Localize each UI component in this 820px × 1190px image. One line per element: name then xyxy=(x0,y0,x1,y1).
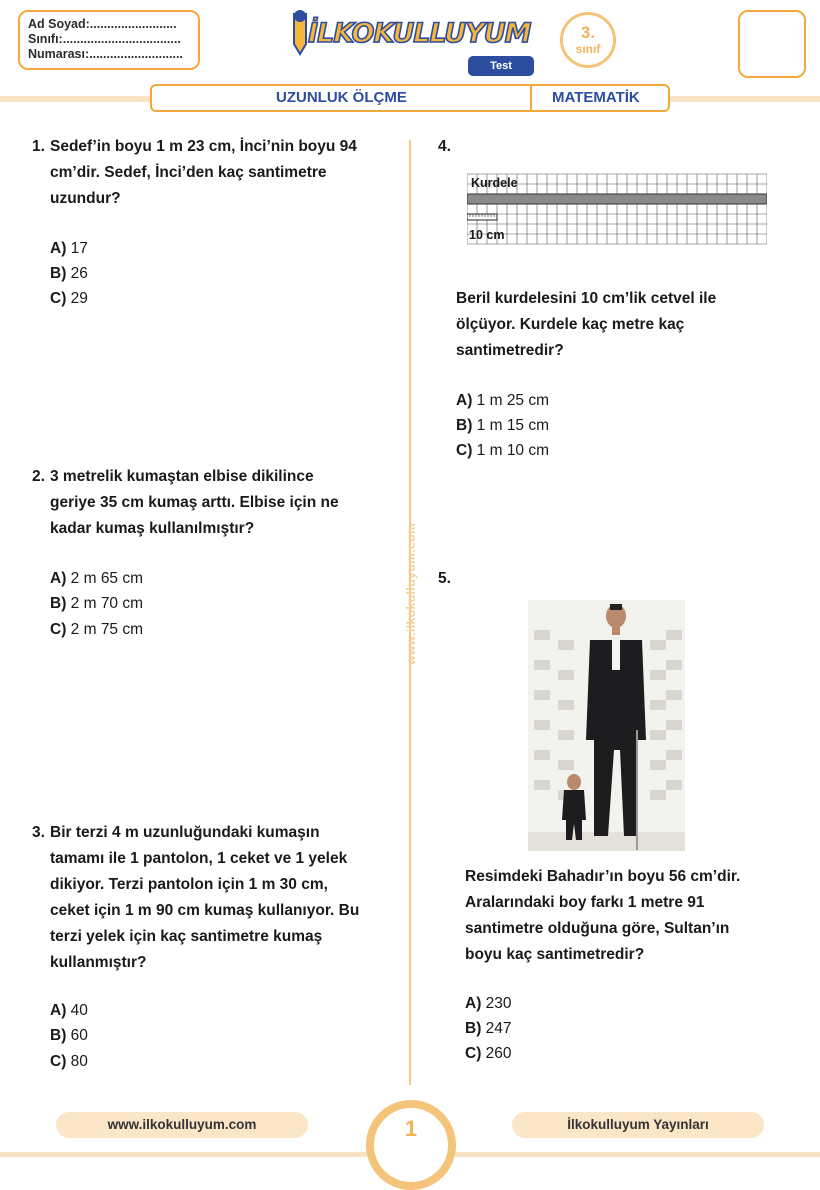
question-5 xyxy=(465,864,805,974)
option-a[interactable]: A) 17 xyxy=(50,240,88,257)
ruler-label: 10 cm xyxy=(469,228,505,242)
footer-publisher: İlkokulluyum Yayınları xyxy=(512,1112,764,1138)
test-badge: Test xyxy=(468,56,534,76)
question-text-line: Aralarındaki boy farkı 1 metre 91 xyxy=(465,894,705,911)
grade-number: 3. xyxy=(580,23,596,42)
question-1 xyxy=(32,134,392,214)
option-b[interactable]: B) 2 m 70 cm xyxy=(50,595,144,612)
page-badge xyxy=(366,1100,456,1190)
grade-badge xyxy=(560,12,616,68)
topic-separator xyxy=(530,86,532,110)
question-text-line: kullanmıştır? xyxy=(50,954,147,971)
logo xyxy=(286,10,536,60)
footer-website[interactable]: www.ilkokulluyum.com xyxy=(56,1112,308,1138)
question-text-line: uzundur? xyxy=(50,190,121,207)
question-text-line: tamamı ile 1 pantolon, 1 ceket ve 1 yelek xyxy=(50,850,348,867)
question-text-line: Bir terzi 4 m uzunluğundaki kumaşın xyxy=(50,824,320,841)
question-text-line: geriye 35 cm kumaş arttı. Elbise için ne xyxy=(50,494,339,511)
ribbon-label: Kurdele xyxy=(471,176,518,190)
option-c[interactable]: C) 260 xyxy=(465,1045,512,1062)
question-text-line: Beril kurdelesini 10 cm’lik cetvel ile xyxy=(456,290,717,307)
option-a[interactable]: A) 1 m 25 cm xyxy=(456,392,550,409)
option-a[interactable]: A) 230 xyxy=(465,995,512,1012)
question-text-line: santimetre olduğuna göre, Sultan’ın xyxy=(465,920,730,937)
topic-bar xyxy=(150,84,670,112)
question-text-line: terzi yelek için kaç santimetre kumaş xyxy=(50,928,323,945)
question-text-line: ölçüyor. Kurdele kaç metre kaç xyxy=(456,316,685,333)
question-text-line: cm’dir. Sedef, İnci’den kaç santimetre xyxy=(50,164,327,181)
question-text-line: ceket için 1 m 90 cm kumaş kullanıyor. Bu xyxy=(50,902,360,919)
question-number: 1. xyxy=(32,138,45,155)
question-text-line: Resimdeki Bahadır’ın boyu 56 cm’dir. xyxy=(465,868,741,885)
watermark: www.ilkokulluyum.com xyxy=(404,522,418,665)
option-c[interactable]: C) 2 m 75 cm xyxy=(50,621,144,638)
question-number: 2. xyxy=(32,468,45,485)
question-4 xyxy=(456,286,796,366)
option-b[interactable]: B) 1 m 15 cm xyxy=(456,417,550,434)
question-3 xyxy=(32,820,402,980)
question-text-line: 3 metrelik kumaştan elbise dikilince xyxy=(50,468,314,485)
option-c[interactable]: C) 29 xyxy=(50,290,88,307)
ribbon-bar xyxy=(467,194,767,204)
question-text-line: dikiyor. Terzi pantolon için 1 m 30 cm, xyxy=(50,876,328,893)
logo-text: İLKOKULLUYUM xyxy=(308,18,531,49)
student-info-box xyxy=(18,10,200,70)
option-c[interactable]: C) 80 xyxy=(50,1053,88,1070)
question-text-line: kadar kumaş kullanılmıştır? xyxy=(50,520,255,537)
question-2 xyxy=(32,464,392,544)
option-c[interactable]: C) 1 m 10 cm xyxy=(456,442,550,459)
ribbon-figure xyxy=(467,170,767,246)
class-field: Sınıfı:.................................. xyxy=(28,32,181,46)
number-field: Numarası:........................... xyxy=(28,47,183,61)
option-a[interactable]: A) 2 m 65 cm xyxy=(50,570,144,587)
page-number: 1 xyxy=(404,1116,418,1141)
option-b[interactable]: B) 60 xyxy=(50,1027,88,1044)
question-4-number: 4. xyxy=(438,138,451,155)
grade-label: sınıf xyxy=(575,42,601,56)
option-b[interactable]: B) 247 xyxy=(465,1020,512,1037)
option-a[interactable]: A) 40 xyxy=(50,1002,88,1019)
question-number: 3. xyxy=(32,824,45,841)
question-5-number: 5. xyxy=(438,570,451,587)
question-text-line: Sedef’in boyu 1 m 23 cm, İnci’nin boyu 94 xyxy=(50,138,357,155)
photo-tall-and-short-man xyxy=(528,600,685,851)
question-text-line: boyu kaç santimetredir? xyxy=(465,946,645,963)
subject-title: MATEMATİK xyxy=(552,89,640,106)
option-b[interactable]: B) 26 xyxy=(50,265,88,282)
name-field: Ad Soyad:......................... xyxy=(28,17,177,31)
question-text-line: santimetredir? xyxy=(456,342,564,359)
photo-illustration xyxy=(528,600,685,851)
topic-title: UZUNLUK ÖLÇME xyxy=(276,89,407,106)
score-box xyxy=(738,10,806,78)
